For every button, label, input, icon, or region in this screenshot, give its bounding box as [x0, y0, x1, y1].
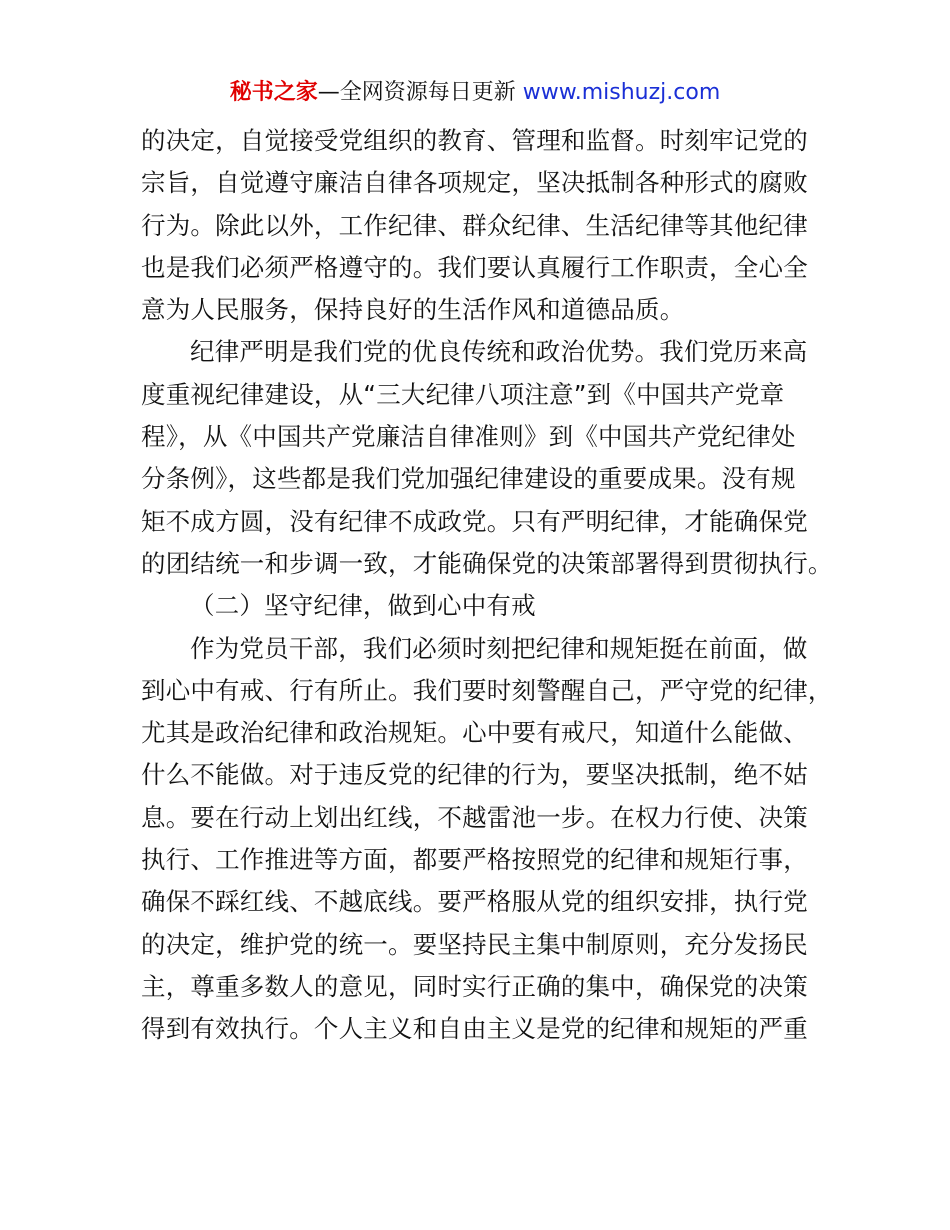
text-line: 程》，从《中国共产党廉洁自律准则》到《中国共产党纪律处: [141, 422, 796, 452]
text-line: 什么不能做。对于违反党的纪律的行为，要坚决抵制，绝不姑: [141, 760, 808, 790]
text-line: 分条例》，这些都是我们党加强纪律建设的重要成果。没有规: [141, 464, 796, 494]
text-line: 的决定，维护党的统一。要坚持民主集中制原则，充分发扬民: [141, 929, 808, 959]
document-body: [141, 120, 831, 1051]
text-line: 执行、工作推进等方面，都要严格按照党的纪律和规矩行事，: [141, 845, 808, 875]
text-line: 的决定，自觉接受党组织的教育、管理和监督。时刻牢记党的: [141, 126, 808, 155]
text-line: 作为党员干部，我们必须时刻把纪律和规矩挺在前面，做: [190, 633, 808, 663]
text-line: 矩不成方圆，没有纪律不成政党。只有严明纪律，才能确保党: [141, 506, 808, 536]
page-header: [0, 78, 950, 108]
text-line: 意为人民服务，保持良好的生活作风和道德品质。: [141, 295, 685, 325]
text-line: 得到有效执行。个人主义和自由主义是党的纪律和规矩的严重: [141, 1014, 808, 1044]
text-line: 纪律严明是我们党的优良传统和政治优势。我们党历来高: [190, 337, 808, 367]
header-tagline: —全网资源每日更新: [317, 80, 523, 105]
text-line: 尤其是政治纪律和政治规矩。心中要有戒尺，知道什么能做、: [141, 718, 808, 748]
text-line: 也是我们必须严格遵守的。我们要认真履行工作职责，全心全: [141, 252, 808, 282]
text-line: 息。要在行动上划出红线，不越雷池一步。在权力行使、决策: [141, 802, 808, 832]
text-line: （二）坚守纪律，做到心中有戒: [190, 591, 536, 621]
text-line: 度重视纪律建设，从“三大纪律八项注意”到《中国共产党章: [141, 379, 785, 409]
website-link[interactable]: www.mishuzj.com: [522, 80, 721, 105]
brand-name: 秘书之家: [229, 80, 318, 105]
text-line: 行为。除此以外，工作纪律、群众纪律、生活纪律等其他纪律: [141, 210, 808, 240]
text-line: 到心中有戒、行有所止。我们要时刻警醒自己，严守党的纪律，: [141, 675, 833, 705]
text-line: 宗旨，自觉遵守廉洁自律各项规定，坚决抵制各种形式的腐败: [141, 168, 808, 198]
text-line: 主，尊重多数人的意见，同时实行正确的集中，确保党的决策: [141, 971, 808, 1001]
text-line: 确保不踩红线、不越底线。要严格服从党的组织安排，执行党: [141, 887, 808, 917]
text-line: 的团结统一和步调一致，才能确保党的决策部署得到贯彻执行。: [141, 548, 833, 578]
